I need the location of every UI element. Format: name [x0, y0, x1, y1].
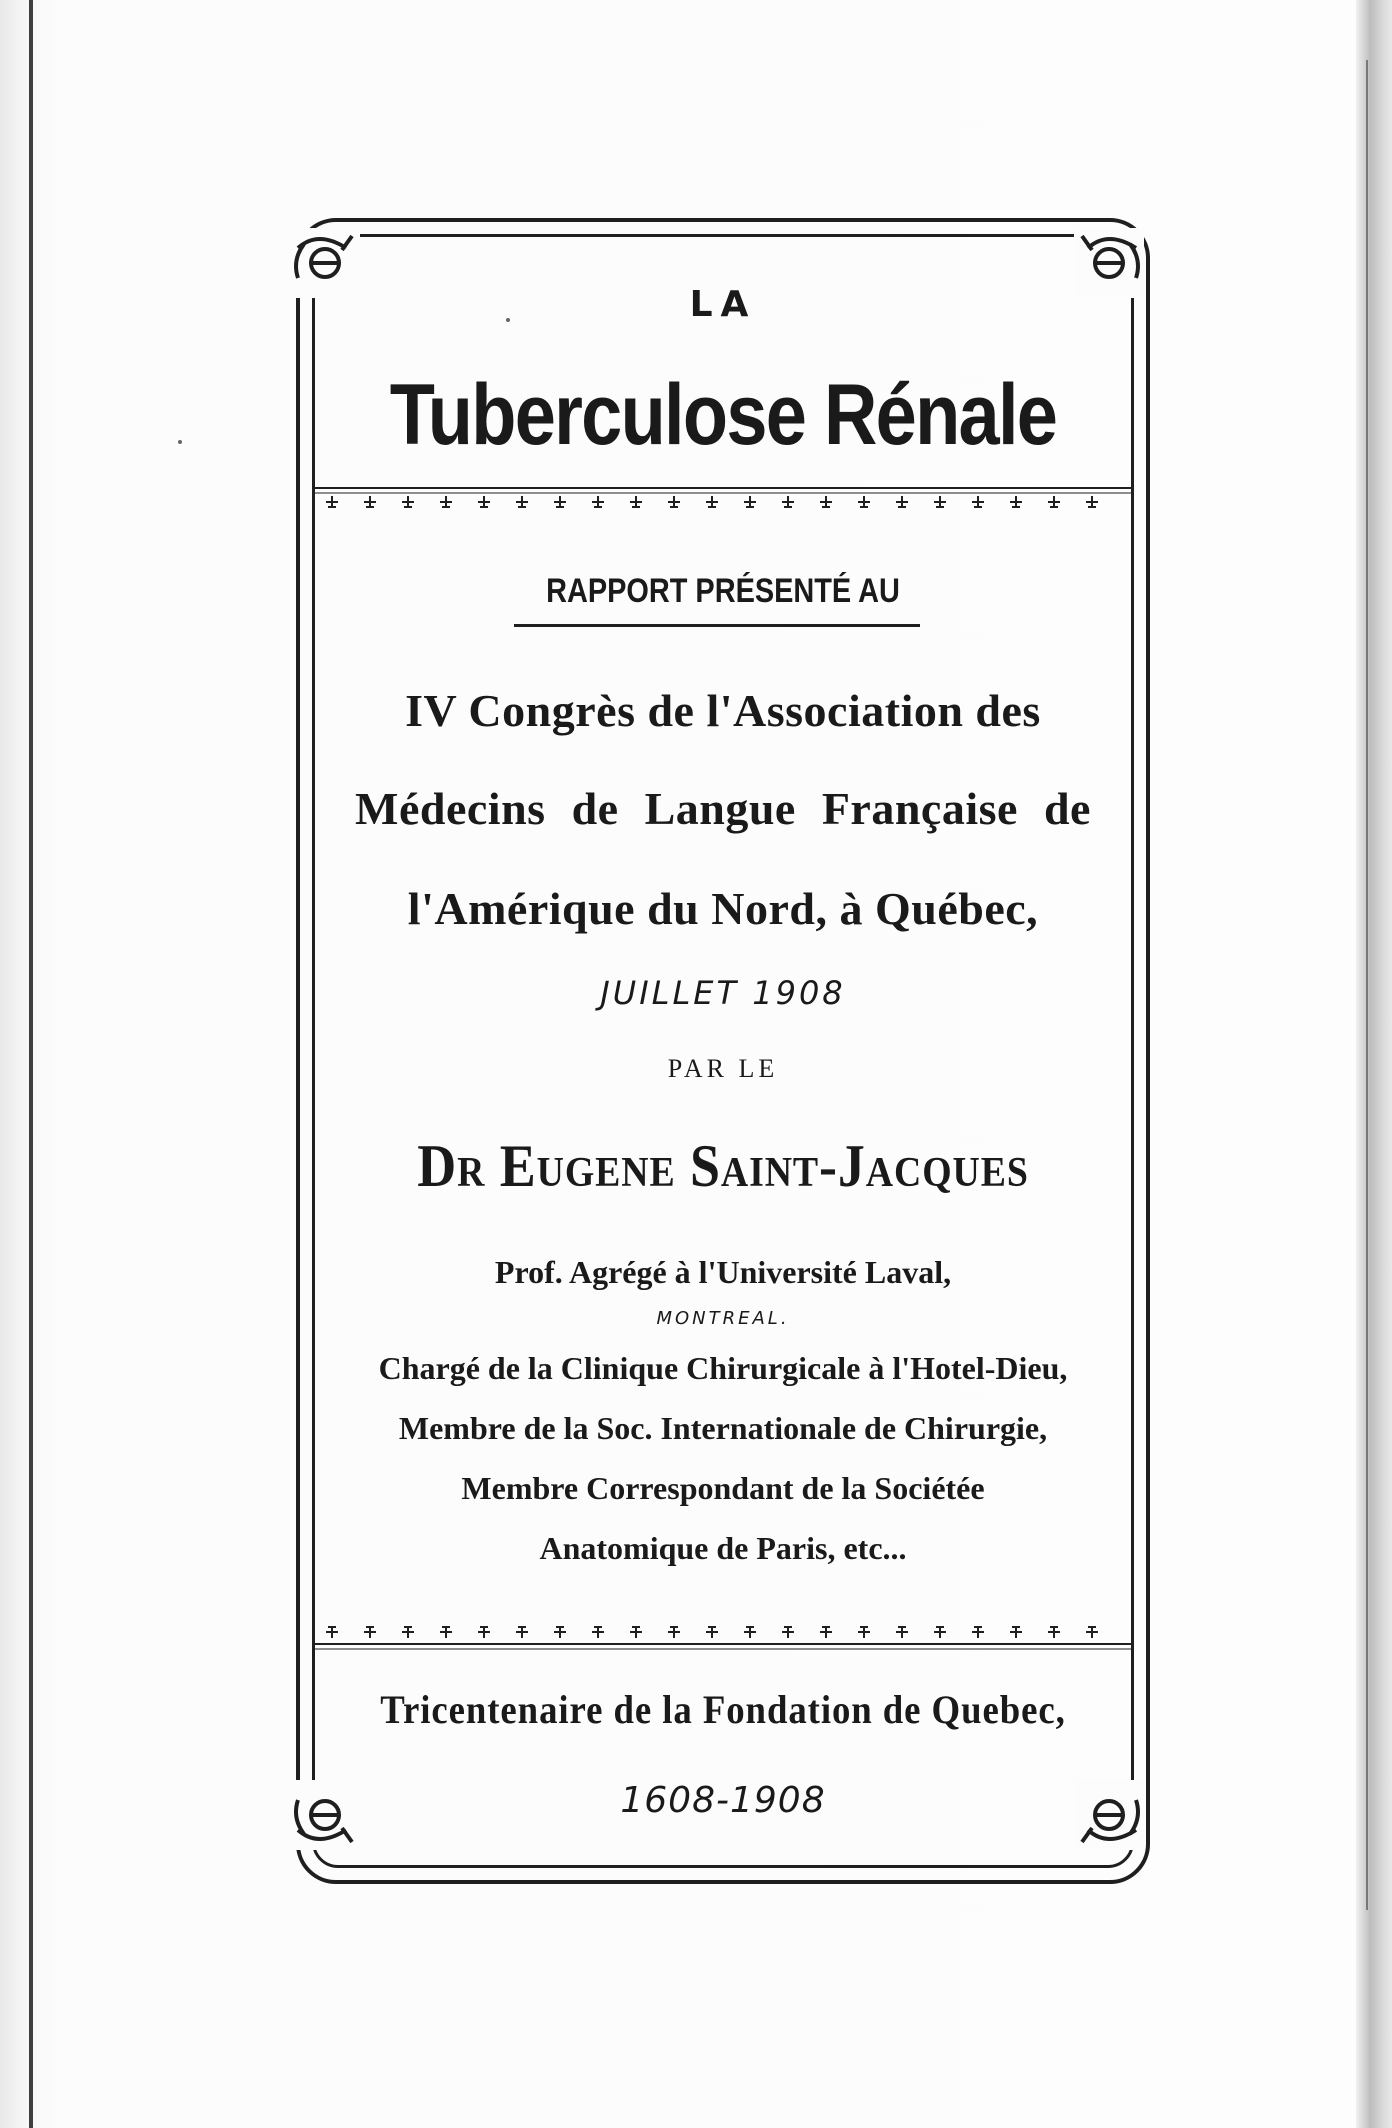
fleuron-icon: [896, 496, 908, 508]
congress-line-2: Médecins de Langue Française de: [355, 783, 1091, 834]
fleuron-icon: [706, 496, 718, 508]
fleuron-icon: [1010, 1626, 1022, 1638]
fleuron-icon: [516, 496, 528, 508]
fleuron-row-icon: [312, 1622, 1134, 1652]
credential-line-3: Membre de la Soc. Internationale de Chirurgie,: [398, 1410, 1048, 1446]
fleuron-icon: [744, 1626, 756, 1638]
fleuron-icon: [516, 1626, 528, 1638]
credential-line-1: Prof. Agrégé à l'Université Laval,: [494, 1254, 952, 1290]
fleuron-icon: [326, 1626, 338, 1638]
credential-line-2: Chargé de la Clinique Chirurgicale à l'Hotel-Dieu,: [378, 1350, 1068, 1386]
fleuron-icon: [592, 1626, 604, 1638]
right-page-edge: [1356, 0, 1392, 2128]
report-underline: [514, 624, 920, 627]
credential-city: MONTREAL.: [656, 1308, 790, 1329]
scan-speck: [178, 440, 182, 444]
fleuron-icon: [820, 496, 832, 508]
fleuron-icon: [1086, 496, 1098, 508]
credential-line-5: Anatomique de Paris, etc...: [539, 1530, 907, 1566]
fleuron-icon: [440, 496, 452, 508]
fleuron-icon: [364, 1626, 376, 1638]
fleuron-icon: [440, 1626, 452, 1638]
report-date: JUILLET 1908: [600, 974, 846, 1012]
fleuron-icon: [858, 496, 870, 508]
fleuron-icon: [478, 496, 490, 508]
fleuron-icon: [1048, 496, 1060, 508]
fleuron-icon: [668, 1626, 680, 1638]
page-title: Tuberculose Rénale: [389, 367, 1057, 463]
fleuron-icon: [744, 496, 756, 508]
fleuron-row-icon: [312, 484, 1134, 514]
fleuron-icon: [630, 496, 642, 508]
fleuron-icon: [554, 1626, 566, 1638]
fleuron-icon: [972, 1626, 984, 1638]
fleuron-icon: [1086, 1626, 1098, 1638]
fleuron-icon: [364, 496, 376, 508]
congress-line-3: l'Amérique du Nord, à Québec,: [407, 883, 1039, 934]
fleuron-icon: [820, 1626, 832, 1638]
fleuron-icon: [1010, 496, 1022, 508]
congress-line-1: IV Congrès de l'Association des: [405, 685, 1041, 736]
fleuron-icon: [896, 1626, 908, 1638]
right-page-edge-line: [1366, 60, 1368, 1910]
tricentenary-line: Tricentenaire de la Fondation de Quebec,: [380, 1687, 1066, 1732]
anniversary-years: 1608-1908: [620, 1780, 826, 1821]
fleuron-icon: [934, 1626, 946, 1638]
fleuron-icon: [402, 1626, 414, 1638]
report-label: RAPPORT PRÉSENTÉ AU: [546, 572, 900, 610]
by-line: PAR LE: [667, 1054, 779, 1083]
left-page-edge: [29, 0, 33, 2128]
fleuron-icon: [592, 496, 604, 508]
fleuron-icon: [326, 496, 338, 508]
fleuron-icon: [554, 496, 566, 508]
credential-line-4: Membre Correspondant de la Sociétée: [461, 1470, 985, 1506]
fleuron-icon: [478, 1626, 490, 1638]
author-name: Dr Eugene Saint-Jacques: [417, 1133, 1029, 1199]
fleuron-icon: [630, 1626, 642, 1638]
fleuron-icon: [858, 1626, 870, 1638]
fleuron-icon: [706, 1626, 718, 1638]
fleuron-icon: [402, 496, 414, 508]
heading-article: LA: [689, 284, 757, 325]
fleuron-icon: [782, 496, 794, 508]
fleuron-icon: [934, 496, 946, 508]
fleuron-icon: [1048, 1626, 1060, 1638]
fleuron-icon: [668, 496, 680, 508]
fleuron-icon: [972, 496, 984, 508]
fleuron-icon: [782, 1626, 794, 1638]
title-page-content: [312, 234, 1134, 1868]
